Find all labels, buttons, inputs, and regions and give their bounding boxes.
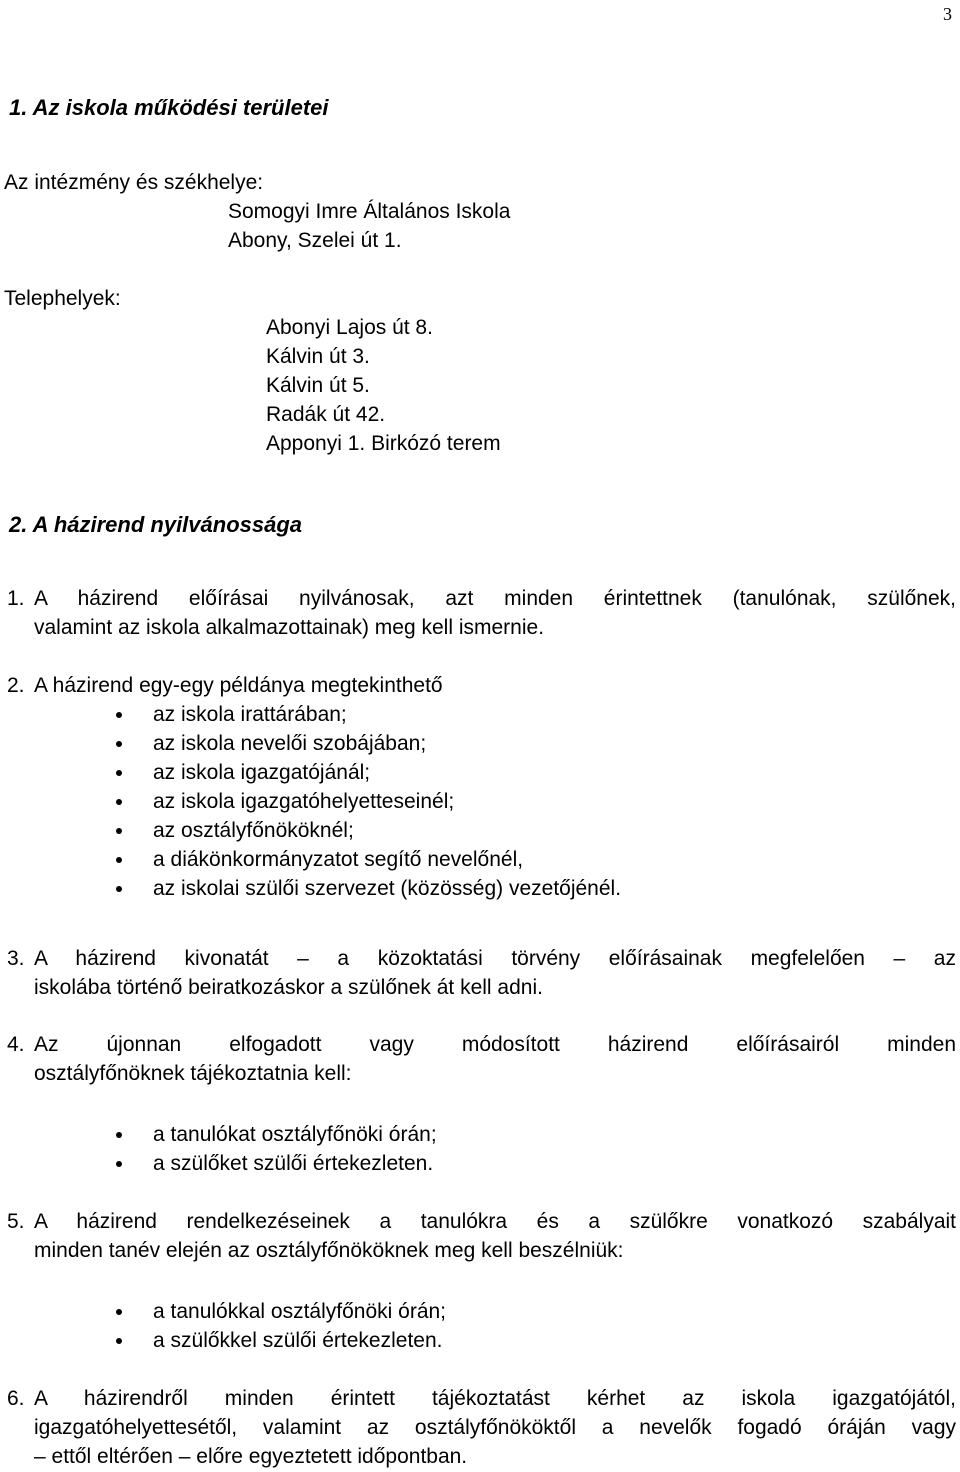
paragraph-4-line: osztályfőnöknek tájékoztatnia kell: — [34, 1062, 352, 1085]
paragraph-5-line: A házirend rendelkezéseinek a tanulókra és a szülőkre vonatkozó szabályait — [34, 1210, 956, 1233]
paragraph-3-line: iskolába történő beiratkozáskor a szülőnek át kell adni. — [34, 976, 543, 999]
discussion-list — [0, 1297, 446, 1355]
list-item: az iskola irattárában; — [0, 700, 621, 729]
list-item: az iskola igazgatójánál; — [0, 758, 621, 787]
seat-line-address: Abony, Szelei út 1. — [228, 229, 402, 252]
section-1-heading: 1. Az iskola működési területei — [9, 95, 329, 120]
seat-line-name: Somogyi Imre Általános Iskola — [228, 200, 511, 223]
class-teacher-inform-list — [0, 1120, 437, 1178]
paragraph-6-number: 6. — [7, 1387, 25, 1410]
site-item: Apponyi 1. Birkózó terem — [266, 432, 501, 455]
paragraph-5-number: 5. — [7, 1210, 25, 1233]
paragraph-4-line: Az újonnan elfogadott vagy módosított házirend előírásairól minden — [34, 1033, 956, 1056]
paragraph-2-text: A házirend egy-egy példánya megtekinthető — [34, 674, 443, 697]
list-item: a tanulókkal osztályfőnöki órán; — [0, 1297, 446, 1326]
site-item: Kálvin út 5. — [266, 374, 370, 397]
paragraph-1-line: A házirend előírásai nyilvánosak, azt minden érintettnek (tanulónak, szülőnek, — [34, 587, 956, 610]
paragraph-4-number: 4. — [7, 1033, 25, 1056]
viewing-locations-list — [0, 700, 621, 903]
paragraph-3-number: 3. — [7, 947, 25, 970]
list-item: az osztályfőnököknél; — [0, 816, 621, 845]
paragraph-1-number: 1. — [7, 587, 25, 610]
paragraph-3-line: A házirend kivonatát – a közoktatási törvény előírásainak megfelelően – az — [34, 947, 956, 970]
list-item: a szülőkkel szülői értekezleten. — [0, 1326, 446, 1355]
paragraph-2-number: 2. — [7, 674, 25, 697]
seat-label: Az intézmény és székhelye: — [4, 171, 264, 194]
sites-label: Telephelyek: — [4, 287, 121, 310]
list-item: az iskola nevelői szobájában; — [0, 729, 621, 758]
list-item: az iskola igazgatóhelyetteseinél; — [0, 787, 621, 816]
paragraph-6-line: A házirendről minden érintett tájékoztatást kérhet az iskola igazgatójától, — [34, 1387, 956, 1410]
page-number: 3 — [943, 4, 952, 24]
list-item: a szülőket szülői értekezleten. — [0, 1149, 437, 1178]
paragraph-5-line: minden tanév elején az osztályfőnököknek meg kell beszélniük: — [34, 1239, 624, 1262]
paragraph-6-line: – ettől eltérően – előre egyeztetett időpontban. — [34, 1445, 468, 1468]
list-item: a diákönkormányzatot segítő nevelőnél, — [0, 845, 621, 874]
site-item: Abonyi Lajos út 8. — [266, 316, 433, 339]
section-2-heading: 2. A házirend nyilvánossága — [9, 512, 303, 537]
paragraph-6-line: igazgatóhelyettesétől, valamint az osztályfőnököktől a nevelők fogadó óráján vagy — [34, 1416, 956, 1439]
site-item: Kálvin út 3. — [266, 345, 370, 368]
list-item: a tanulókat osztályfőnöki órán; — [0, 1120, 437, 1149]
paragraph-1-line: valamint az iskola alkalmazottainak) meg kell ismernie. — [34, 616, 545, 639]
site-item: Radák út 42. — [266, 403, 386, 426]
list-item: az iskolai szülői szervezet (közösség) vezetőjénél. — [0, 874, 621, 903]
